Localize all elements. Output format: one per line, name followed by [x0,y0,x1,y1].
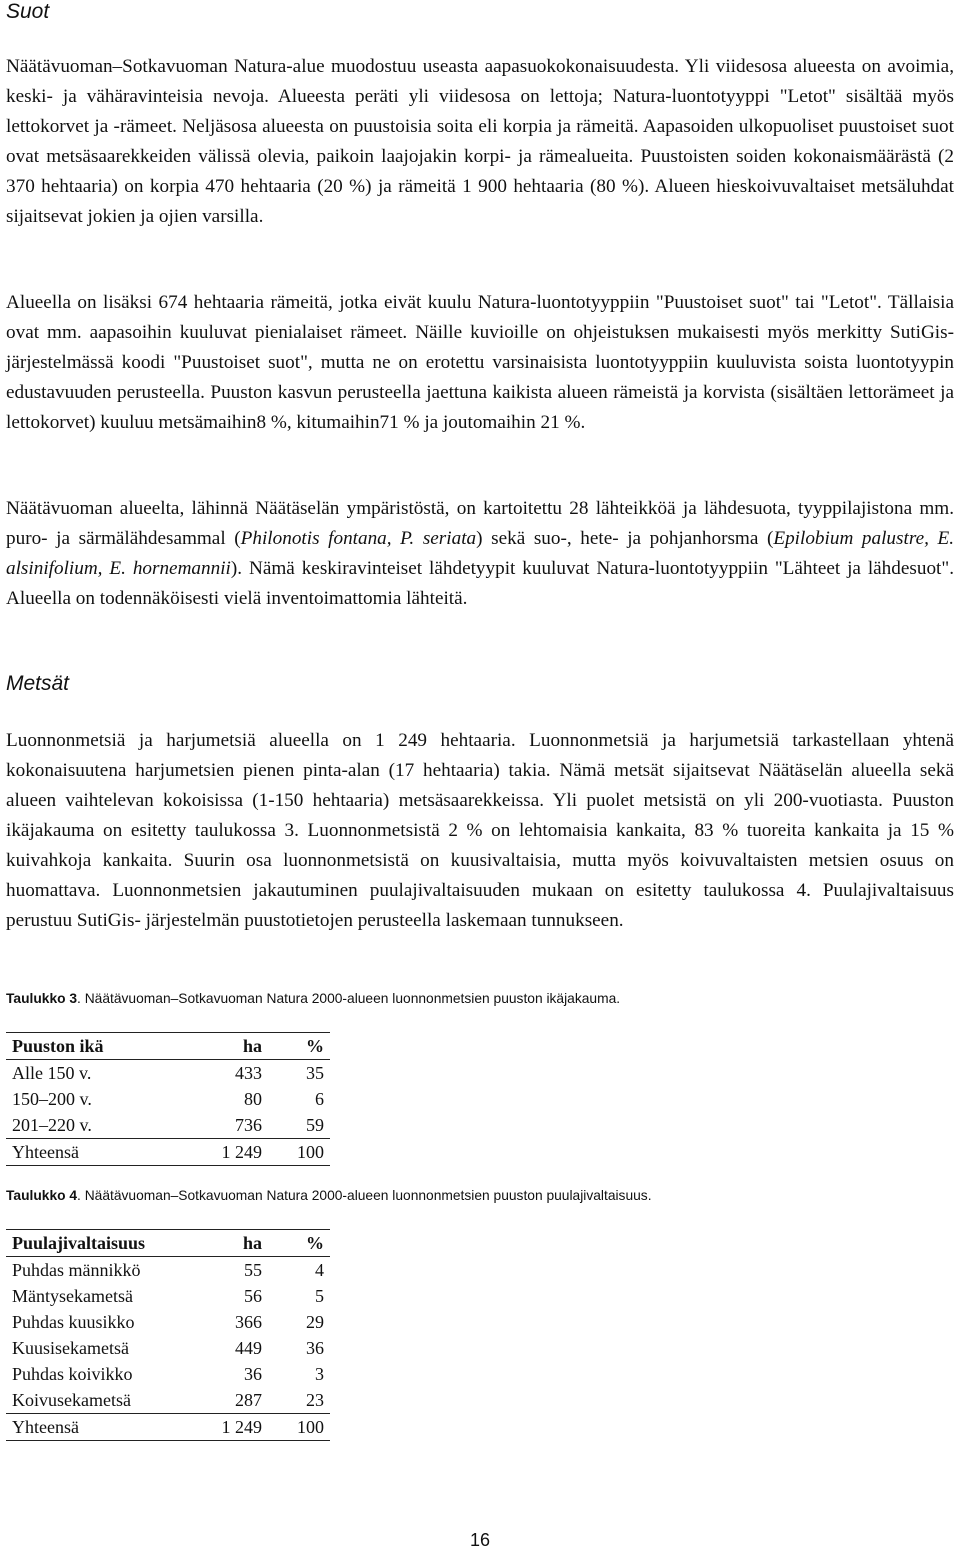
table-species-dominance [6,1229,330,1441]
table-row [6,1257,330,1284]
column-header-age: Puuston ikä [6,1033,186,1060]
table-cell: 36 [244,1364,262,1384]
table-row [6,1112,330,1139]
table-cell: Yhteensä [6,1414,186,1441]
column-header-species: Puulajivaltaisuus [6,1230,186,1257]
paragraph-suot-3 [6,494,954,614]
table-cell: 23 [306,1390,324,1410]
table-cell: 3 [315,1364,324,1384]
table-cell: 29 [306,1312,324,1332]
column-header-percent: % [268,1230,330,1257]
table-cell: 55 [244,1260,262,1280]
species-name-epilobium: Epilobium palustre, E. alsinifolium, E. hornemannii [6,528,955,579]
paragraph-suot-2: Alueella on lisäksi 674 hehtaaria rämeitä, jotka eivät kuulu Natura-luontotyyppiin "Puustoiset suot" tai "Letot". Tällaisia ovat mm. aapasoihin kuuluvat pienialaiset rämeet. Näille kuvioille on ohjeistuksen mukaisesti myös merkitty SutiGis- järjestelmässä koodi "Puustoiset suot", mutta ne on erotettu varsinaisista luontotyyppiin kuuluvista soista luontotyypin edustavuuden perusteella. Puuston kasvun perusteella jaettuna kaikista alueen rämeistä ja korvista (sisältäen lettorämeet ja lettokorvet) kuuluu metsämaihin8 %, kitumaihin71 % ja joutomaihin 21 %. [6,292,954,433]
paragraph-suot-3-part-a: Näätävuoman alueelta, lähinnä Näätäselän ympäristöstä, on kartoitettu 28 lähteikköä ja lähdesuota, tyyppilajistona mm. puro- ja särmälähdesammal ( [6,498,954,549]
species-name-philonotis: Philonotis fontana, P. [240,528,415,549]
table-cell: 6 [315,1089,324,1109]
table-cell: 150–200 v. [12,1089,92,1109]
table-cell: Puhdas kuusikko [12,1312,135,1332]
table4-caption [6,1187,946,1205]
table-row [6,1361,330,1387]
table-cell: 5 [315,1286,324,1306]
table-cell: 1 249 [186,1139,268,1166]
table-cell: 4 [315,1260,324,1280]
table-cell: 736 [235,1115,262,1135]
paragraph-suot-3-space [414,528,423,549]
table-cell: 433 [235,1063,262,1083]
table-cell: 287 [235,1390,262,1410]
table-cell: 366 [235,1312,262,1332]
paragraph-suot-3-part-e: ) sekä suo-, hete- ja pohjanhorsma ( [476,528,774,549]
table3-caption-text: . Näätävuoman–Sotkavuoman Natura 2000-alueen luonnonmetsien puuston ikäjakauma. [77,991,621,1006]
table-row [6,1060,330,1087]
species-name-seriata: seriata [422,528,477,549]
table-header-row [6,1230,330,1257]
table-cell: 35 [306,1063,324,1083]
table-row [6,1086,330,1112]
table-total-row [6,1139,330,1166]
paragraph-metsat-1: Luonnonmetsiä ja harjumetsiä alueella on 1 249 hehtaaria. Luonnonmetsiä ja harjumetsiä tarkastellaan yhtenä kokonaisuutena harjumetsien pienen pinta-alan (17 hehtaaria) takia. Nämä metsät sijaitsevat Näätäselän alueella sekä alueen vaihtelevan kokoisissa (1-150 hehtaaria) metsäsaarekkeissa. Yli puolet metsistä on yli 200-vuotiasta. Puuston ikäjakauma on esitetty taulukossa 3. Luonnonmetsistä 2 % on lehtomaisia kankaita, 83 % tuoreita kankaita ja 15 % kuivahkoja kankaita. Suurin osa luonnonmetsistä on kuusivaltaisia, mutta myös koivuvaltaisten metsien osuus on huomattava. Luonnonmetsien jakautuminen puulajivaltaisuuden mukaan on esitetty taulukossa 4. Puulajivaltaisuus perustuu SutiGis- järjestelmän puustotietojen perusteella laskemaan tunnukseen. [6,730,954,931]
column-header-ha: ha [186,1230,268,1257]
table-total-row [6,1414,330,1441]
table-header-row [6,1033,330,1060]
table-row [6,1283,330,1309]
column-header-percent: % [268,1033,330,1060]
table-cell: 1 249 [186,1414,268,1441]
table4-caption-label: Taulukko 4 [6,1188,78,1203]
table-cell: 100 [268,1414,330,1441]
column-header-ha: ha [186,1033,268,1060]
table-cell: Puhdas männikkö [12,1260,141,1280]
paragraph-suot-1: Näätävuoman–Sotkavuoman Natura-alue muodostuu useasta aapasuokokonaisuudesta. Yli viidesosa alueesta on avoimia, keski- ja vähäravinteisia nevoja. Alueesta peräti yli viidesosa on lettoja; Natura-luontotyyppi "Letot" sisältää myös lettokorvet ja -rämeet. Neljäsosa alueesta on puustoisia soita eli korpia ja rämeitä. Aapasoiden ulkopuoliset puustoiset suot ovat metsäsaarekkeiden välissä olevia, paikoin laajojakin korpi- ja rämealueita. Puustoisten soiden kokonaismäärästä (2 370 hehtaaria) on korpia 470 hehtaaria (20 %) ja rämeitä 1 900 hehtaaria (80 %). Alueen hieskoivuvaltaiset metsäluhdat sijaitsevat jokien ja ojien varsilla. [6,56,954,227]
table-age-distribution [6,1032,330,1166]
table-cell: Koivusekametsä [12,1390,131,1410]
table-cell: 449 [235,1338,262,1358]
table-cell: Mäntysekametsä [12,1286,133,1306]
table-cell: Puhdas koivikko [12,1364,133,1384]
table-row [6,1387,330,1414]
table-cell: 59 [306,1115,324,1135]
table-cell: 56 [244,1286,262,1306]
table-cell: 100 [268,1139,330,1166]
table3-caption-label: Taulukko 3 [6,991,78,1006]
table-row [6,1309,330,1335]
section-heading-metsat: Metsät [6,672,70,695]
table-cell: 80 [244,1089,262,1109]
paragraph-suot-3-part-g: ). Nämä keskiravinteiset lähdetyypit kuuluvat Natura-luontotyyppiin "Lähteet ja lähdesuot". Alueella on todennäköisesti vielä inventoimattomia lähteitä. [6,558,955,609]
table-cell: Alle 150 v. [12,1063,92,1083]
table-cell: 201–220 v. [12,1115,92,1135]
section-heading-suot: Suot [6,0,50,23]
page-number: 16 [469,1530,491,1550]
table3-caption [6,990,946,1008]
table-cell: Kuusisekametsä [12,1338,129,1358]
table-cell: 36 [306,1338,324,1358]
table4-caption-text: . Näätävuoman–Sotkavuoman Natura 2000-alueen luonnonmetsien puuston puulajivaltaisuus. [77,1188,652,1203]
table-cell: Yhteensä [6,1139,186,1166]
table-row [6,1335,330,1361]
